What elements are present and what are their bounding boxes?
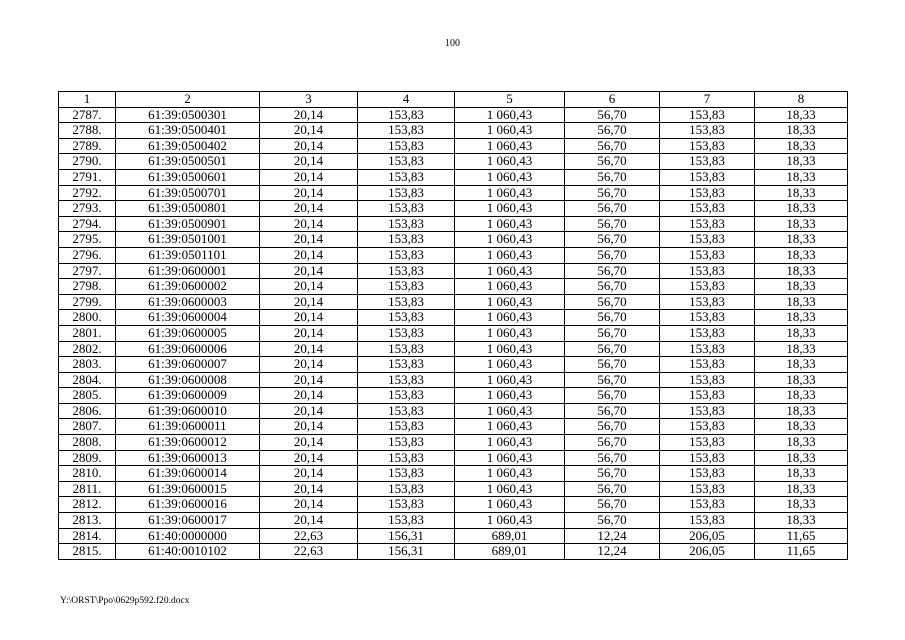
table-cell: 20,14 bbox=[260, 247, 358, 263]
table-cell: 153,83 bbox=[358, 357, 455, 373]
table-cell: 18,33 bbox=[755, 357, 848, 373]
table-cell: 1 060,43 bbox=[455, 357, 565, 373]
table-cell: 18,33 bbox=[755, 263, 848, 279]
table-cell: 22,63 bbox=[260, 528, 358, 544]
table-cell: 11,65 bbox=[755, 528, 848, 544]
table-cell: 153,83 bbox=[660, 310, 755, 326]
table-cell: 153,83 bbox=[660, 481, 755, 497]
table-cell: 61:39:0600008 bbox=[116, 372, 260, 388]
table-cell: 61:39:0600007 bbox=[116, 357, 260, 373]
table-cell: 153,83 bbox=[660, 123, 755, 139]
table-cell: 1 060,43 bbox=[455, 466, 565, 482]
table-row bbox=[59, 419, 848, 435]
table-cell: 1 060,43 bbox=[455, 497, 565, 513]
table-cell: 153,83 bbox=[660, 419, 755, 435]
table-cell: 2792. bbox=[59, 185, 116, 201]
table-cell: 18,33 bbox=[755, 169, 848, 185]
table-cell: 61:39:0600014 bbox=[116, 466, 260, 482]
table-cell: 2809. bbox=[59, 450, 116, 466]
table-cell: 56,70 bbox=[565, 169, 660, 185]
table-row bbox=[59, 107, 848, 123]
table-cell: 2810. bbox=[59, 466, 116, 482]
table-cell: 20,14 bbox=[260, 263, 358, 279]
table-row bbox=[59, 263, 848, 279]
table-cell: 61:39:0500402 bbox=[116, 138, 260, 154]
table-row bbox=[59, 201, 848, 217]
table-cell: 61:39:0500501 bbox=[116, 154, 260, 170]
table-cell: 2793. bbox=[59, 201, 116, 217]
table-cell: 2803. bbox=[59, 357, 116, 373]
table-cell: 18,33 bbox=[755, 403, 848, 419]
table-cell: 56,70 bbox=[565, 310, 660, 326]
column-header: 6 bbox=[565, 92, 660, 108]
table-row bbox=[59, 310, 848, 326]
table-cell: 20,14 bbox=[260, 497, 358, 513]
table-cell: 20,14 bbox=[260, 325, 358, 341]
table-cell: 20,14 bbox=[260, 279, 358, 295]
table-cell: 56,70 bbox=[565, 435, 660, 451]
table-cell: 11,65 bbox=[755, 544, 848, 560]
table-row bbox=[59, 372, 848, 388]
table-cell: 56,70 bbox=[565, 123, 660, 139]
table-cell: 56,70 bbox=[565, 497, 660, 513]
table-cell: 61:39:0600009 bbox=[116, 388, 260, 404]
table-cell: 2804. bbox=[59, 372, 116, 388]
table-cell: 18,33 bbox=[755, 466, 848, 482]
table-cell: 61:39:0500701 bbox=[116, 185, 260, 201]
table-cell: 61:39:0500801 bbox=[116, 201, 260, 217]
table-cell: 2815. bbox=[59, 544, 116, 560]
table-cell: 61:39:0500401 bbox=[116, 123, 260, 139]
table-cell: 2812. bbox=[59, 497, 116, 513]
column-header: 2 bbox=[116, 92, 260, 108]
table-cell: 56,70 bbox=[565, 513, 660, 529]
table-cell: 18,33 bbox=[755, 372, 848, 388]
table-cell: 18,33 bbox=[755, 419, 848, 435]
table-cell: 56,70 bbox=[565, 201, 660, 217]
table-row bbox=[59, 247, 848, 263]
table-row bbox=[59, 216, 848, 232]
table-cell: 61:39:0600003 bbox=[116, 294, 260, 310]
table-cell: 61:39:0600016 bbox=[116, 497, 260, 513]
table-row bbox=[59, 388, 848, 404]
table-cell: 2798. bbox=[59, 279, 116, 295]
table-cell: 1 060,43 bbox=[455, 279, 565, 295]
table-cell: 20,14 bbox=[260, 403, 358, 419]
table-cell: 18,33 bbox=[755, 325, 848, 341]
table-cell: 1 060,43 bbox=[455, 216, 565, 232]
column-header: 8 bbox=[755, 92, 848, 108]
table-cell: 1 060,43 bbox=[455, 185, 565, 201]
table-cell: 61:39:0600011 bbox=[116, 419, 260, 435]
table-cell: 153,83 bbox=[660, 403, 755, 419]
table-cell: 20,14 bbox=[260, 388, 358, 404]
table-cell: 20,14 bbox=[260, 169, 358, 185]
table-cell: 1 060,43 bbox=[455, 513, 565, 529]
table-cell: 20,14 bbox=[260, 138, 358, 154]
table-cell: 153,83 bbox=[660, 357, 755, 373]
table-cell: 61:39:0600017 bbox=[116, 513, 260, 529]
table-cell: 153,83 bbox=[660, 154, 755, 170]
column-header: 4 bbox=[358, 92, 455, 108]
table-cell: 61:40:0000000 bbox=[116, 528, 260, 544]
table-cell: 153,83 bbox=[358, 185, 455, 201]
table-cell: 153,83 bbox=[660, 372, 755, 388]
table-cell: 61:39:0600010 bbox=[116, 403, 260, 419]
table-cell: 56,70 bbox=[565, 294, 660, 310]
table-cell: 153,83 bbox=[358, 123, 455, 139]
table-row bbox=[59, 497, 848, 513]
table-cell: 56,70 bbox=[565, 357, 660, 373]
table-row bbox=[59, 123, 848, 139]
table-cell: 56,70 bbox=[565, 185, 660, 201]
table-cell: 153,83 bbox=[358, 310, 455, 326]
table-cell: 61:39:0600013 bbox=[116, 450, 260, 466]
table-cell: 153,83 bbox=[358, 138, 455, 154]
table-cell: 153,83 bbox=[660, 294, 755, 310]
table-cell: 153,83 bbox=[358, 388, 455, 404]
table-body bbox=[59, 107, 848, 559]
table-cell: 153,83 bbox=[660, 325, 755, 341]
table-cell: 61:39:0600004 bbox=[116, 310, 260, 326]
table-cell: 689,01 bbox=[455, 544, 565, 560]
table-cell: 1 060,43 bbox=[455, 403, 565, 419]
table-cell: 18,33 bbox=[755, 513, 848, 529]
table-cell: 61:39:0600005 bbox=[116, 325, 260, 341]
table-cell: 1 060,43 bbox=[455, 169, 565, 185]
table-row bbox=[59, 403, 848, 419]
page-number: 100 bbox=[445, 38, 460, 49]
table-cell: 20,14 bbox=[260, 419, 358, 435]
table-cell: 2796. bbox=[59, 247, 116, 263]
table-cell: 18,33 bbox=[755, 216, 848, 232]
table-cell: 18,33 bbox=[755, 138, 848, 154]
table-cell: 20,14 bbox=[260, 185, 358, 201]
table-cell: 18,33 bbox=[755, 232, 848, 248]
table-cell: 1 060,43 bbox=[455, 325, 565, 341]
table-cell: 18,33 bbox=[755, 247, 848, 263]
table-cell: 20,14 bbox=[260, 481, 358, 497]
table-cell: 153,83 bbox=[660, 169, 755, 185]
table-cell: 20,14 bbox=[260, 435, 358, 451]
table-cell: 61:39:0600002 bbox=[116, 279, 260, 295]
table-cell: 153,83 bbox=[358, 216, 455, 232]
table-cell: 18,33 bbox=[755, 310, 848, 326]
table-cell: 18,33 bbox=[755, 497, 848, 513]
table-cell: 153,83 bbox=[660, 263, 755, 279]
table-cell: 206,05 bbox=[660, 544, 755, 560]
table-cell: 2799. bbox=[59, 294, 116, 310]
table-cell: 61:39:0500901 bbox=[116, 216, 260, 232]
column-header: 7 bbox=[660, 92, 755, 108]
table-cell: 153,83 bbox=[358, 513, 455, 529]
table-cell: 153,83 bbox=[660, 107, 755, 123]
table-cell: 20,14 bbox=[260, 294, 358, 310]
table-cell: 56,70 bbox=[565, 107, 660, 123]
table-cell: 61:39:0501101 bbox=[116, 247, 260, 263]
table-cell: 20,14 bbox=[260, 513, 358, 529]
table-cell: 1 060,43 bbox=[455, 435, 565, 451]
table-cell: 153,83 bbox=[358, 466, 455, 482]
table-cell: 2801. bbox=[59, 325, 116, 341]
table-cell: 153,83 bbox=[358, 403, 455, 419]
table-cell: 153,83 bbox=[660, 232, 755, 248]
table-cell: 18,33 bbox=[755, 435, 848, 451]
table-cell: 153,83 bbox=[358, 341, 455, 357]
table-cell: 2808. bbox=[59, 435, 116, 451]
table-cell: 20,14 bbox=[260, 232, 358, 248]
table-cell: 12,24 bbox=[565, 544, 660, 560]
table-cell: 18,33 bbox=[755, 481, 848, 497]
table-cell: 153,83 bbox=[358, 481, 455, 497]
table-row bbox=[59, 138, 848, 154]
table-cell: 18,33 bbox=[755, 279, 848, 295]
table-cell: 153,83 bbox=[660, 341, 755, 357]
table-row bbox=[59, 154, 848, 170]
table-cell: 153,83 bbox=[660, 138, 755, 154]
table-cell: 156,31 bbox=[358, 528, 455, 544]
table-cell: 153,83 bbox=[660, 466, 755, 482]
table-cell: 61:39:0600001 bbox=[116, 263, 260, 279]
table-cell: 56,70 bbox=[565, 325, 660, 341]
table-cell: 2800. bbox=[59, 310, 116, 326]
table-cell: 156,31 bbox=[358, 544, 455, 560]
table-cell: 12,24 bbox=[565, 528, 660, 544]
table-row bbox=[59, 357, 848, 373]
table-cell: 56,70 bbox=[565, 232, 660, 248]
table-cell: 56,70 bbox=[565, 481, 660, 497]
table-cell: 153,83 bbox=[660, 497, 755, 513]
table-cell: 2790. bbox=[59, 154, 116, 170]
table-cell: 153,83 bbox=[358, 372, 455, 388]
table-cell: 153,83 bbox=[358, 419, 455, 435]
table-cell: 2795. bbox=[59, 232, 116, 248]
table-row bbox=[59, 294, 848, 310]
table-row bbox=[59, 435, 848, 451]
table-cell: 153,83 bbox=[660, 247, 755, 263]
table-cell: 2788. bbox=[59, 123, 116, 139]
table-cell: 689,01 bbox=[455, 528, 565, 544]
table-cell: 2789. bbox=[59, 138, 116, 154]
column-header: 5 bbox=[455, 92, 565, 108]
table-row bbox=[59, 450, 848, 466]
table-cell: 56,70 bbox=[565, 388, 660, 404]
table-cell: 18,33 bbox=[755, 154, 848, 170]
table-cell: 20,14 bbox=[260, 107, 358, 123]
table-row bbox=[59, 279, 848, 295]
table-cell: 153,83 bbox=[660, 388, 755, 404]
table-cell: 22,63 bbox=[260, 544, 358, 560]
table-row bbox=[59, 481, 848, 497]
table-cell: 56,70 bbox=[565, 247, 660, 263]
table-row bbox=[59, 325, 848, 341]
table-cell: 153,83 bbox=[660, 279, 755, 295]
table-cell: 2814. bbox=[59, 528, 116, 544]
table-cell: 56,70 bbox=[565, 216, 660, 232]
table-cell: 2794. bbox=[59, 216, 116, 232]
table-cell: 20,14 bbox=[260, 466, 358, 482]
table-cell: 61:39:0500601 bbox=[116, 169, 260, 185]
table-cell: 153,83 bbox=[358, 169, 455, 185]
table-cell: 18,33 bbox=[755, 450, 848, 466]
table-cell: 153,83 bbox=[358, 232, 455, 248]
table-cell: 153,83 bbox=[358, 107, 455, 123]
table-cell: 2811. bbox=[59, 481, 116, 497]
table-row bbox=[59, 513, 848, 529]
table-row bbox=[59, 185, 848, 201]
table-cell: 1 060,43 bbox=[455, 138, 565, 154]
table-row bbox=[59, 232, 848, 248]
table-cell: 61:39:0600012 bbox=[116, 435, 260, 451]
table-cell: 153,83 bbox=[358, 435, 455, 451]
table-cell: 56,70 bbox=[565, 450, 660, 466]
table-cell: 206,05 bbox=[660, 528, 755, 544]
table-cell: 2787. bbox=[59, 107, 116, 123]
table-cell: 153,83 bbox=[660, 185, 755, 201]
table-cell: 153,83 bbox=[660, 513, 755, 529]
table-cell: 1 060,43 bbox=[455, 481, 565, 497]
table-cell: 1 060,43 bbox=[455, 107, 565, 123]
table-cell: 153,83 bbox=[358, 263, 455, 279]
table-cell: 1 060,43 bbox=[455, 123, 565, 139]
table-cell: 1 060,43 bbox=[455, 201, 565, 217]
table-cell: 153,83 bbox=[358, 201, 455, 217]
table-cell: 18,33 bbox=[755, 341, 848, 357]
table-cell: 1 060,43 bbox=[455, 450, 565, 466]
table-row bbox=[59, 528, 848, 544]
table-cell: 56,70 bbox=[565, 279, 660, 295]
table-row bbox=[59, 341, 848, 357]
table-cell: 20,14 bbox=[260, 154, 358, 170]
table-cell: 1 060,43 bbox=[455, 263, 565, 279]
table-cell: 153,83 bbox=[358, 294, 455, 310]
table-cell: 56,70 bbox=[565, 154, 660, 170]
table-cell: 2813. bbox=[59, 513, 116, 529]
table-cell: 1 060,43 bbox=[455, 247, 565, 263]
table-cell: 153,83 bbox=[358, 497, 455, 513]
table-cell: 56,70 bbox=[565, 263, 660, 279]
table-cell: 20,14 bbox=[260, 123, 358, 139]
table-cell: 61:39:0600006 bbox=[116, 341, 260, 357]
table-cell: 56,70 bbox=[565, 466, 660, 482]
table-cell: 61:40:0010102 bbox=[116, 544, 260, 560]
table-cell: 153,83 bbox=[358, 247, 455, 263]
column-header: 3 bbox=[260, 92, 358, 108]
table-cell: 56,70 bbox=[565, 403, 660, 419]
table-cell: 61:39:0600015 bbox=[116, 481, 260, 497]
table-cell: 1 060,43 bbox=[455, 232, 565, 248]
table-cell: 20,14 bbox=[260, 310, 358, 326]
table-cell: 56,70 bbox=[565, 419, 660, 435]
table-cell: 2791. bbox=[59, 169, 116, 185]
table-cell: 153,83 bbox=[358, 450, 455, 466]
table-row bbox=[59, 544, 848, 560]
table-cell: 1 060,43 bbox=[455, 341, 565, 357]
table-cell: 56,70 bbox=[565, 341, 660, 357]
table-cell: 56,70 bbox=[565, 372, 660, 388]
table-cell: 18,33 bbox=[755, 185, 848, 201]
column-header: 1 bbox=[59, 92, 116, 108]
table-cell: 20,14 bbox=[260, 357, 358, 373]
table-cell: 1 060,43 bbox=[455, 154, 565, 170]
table-cell: 61:39:0501001 bbox=[116, 232, 260, 248]
table-cell: 2805. bbox=[59, 388, 116, 404]
table-row bbox=[59, 466, 848, 482]
table-cell: 1 060,43 bbox=[455, 294, 565, 310]
table-cell: 56,70 bbox=[565, 138, 660, 154]
table-cell: 1 060,43 bbox=[455, 372, 565, 388]
table-cell: 1 060,43 bbox=[455, 419, 565, 435]
table-cell: 20,14 bbox=[260, 450, 358, 466]
table-cell: 18,33 bbox=[755, 123, 848, 139]
table-cell: 20,14 bbox=[260, 372, 358, 388]
table-cell: 61:39:0500301 bbox=[116, 107, 260, 123]
table-cell: 153,83 bbox=[660, 435, 755, 451]
table-cell: 18,33 bbox=[755, 201, 848, 217]
table-cell: 2806. bbox=[59, 403, 116, 419]
table-cell: 20,14 bbox=[260, 201, 358, 217]
table-cell: 153,83 bbox=[660, 450, 755, 466]
table-cell: 20,14 bbox=[260, 216, 358, 232]
table-cell: 1 060,43 bbox=[455, 388, 565, 404]
table-cell: 2797. bbox=[59, 263, 116, 279]
table-cell: 18,33 bbox=[755, 388, 848, 404]
table-cell: 153,83 bbox=[358, 325, 455, 341]
table-cell: 2807. bbox=[59, 419, 116, 435]
table-cell: 153,83 bbox=[660, 216, 755, 232]
table-cell: 18,33 bbox=[755, 107, 848, 123]
table-cell: 1 060,43 bbox=[455, 310, 565, 326]
footer-file-path: Y:\ORST\Ppo\0629p592.f20.docx bbox=[60, 596, 190, 606]
table-cell: 153,83 bbox=[358, 279, 455, 295]
table-header-row bbox=[59, 92, 848, 108]
table-row bbox=[59, 169, 848, 185]
table-cell: 20,14 bbox=[260, 341, 358, 357]
table-cell: 153,83 bbox=[660, 201, 755, 217]
data-table bbox=[58, 91, 848, 560]
table-cell: 18,33 bbox=[755, 294, 848, 310]
table-cell: 153,83 bbox=[358, 154, 455, 170]
table-cell: 2802. bbox=[59, 341, 116, 357]
